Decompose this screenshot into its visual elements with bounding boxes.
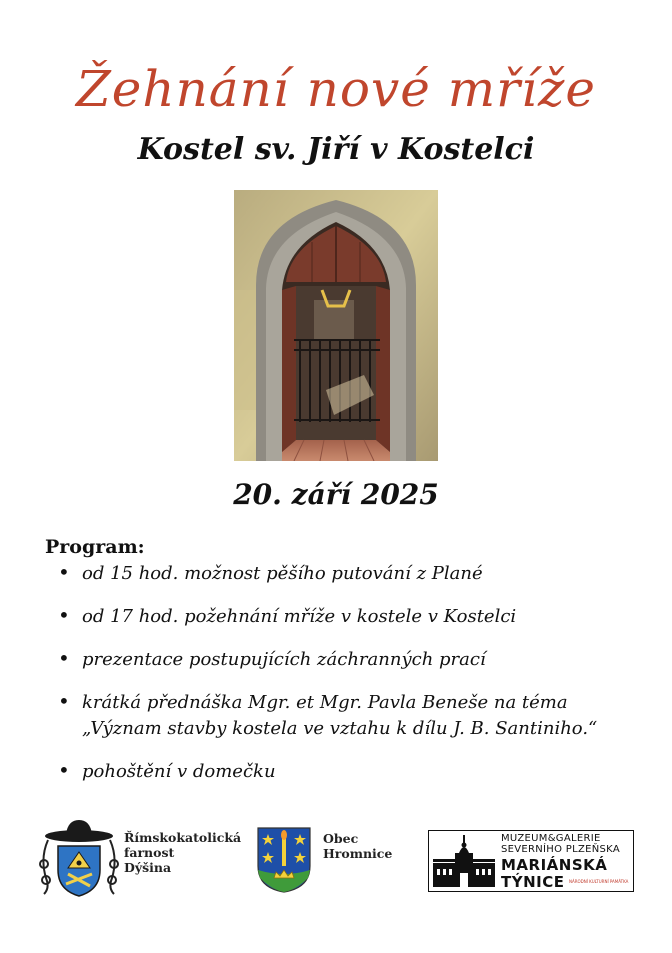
village-coat-of-arms-icon	[256, 826, 312, 894]
village-name	[323, 831, 392, 861]
museum-heritage-label: NÁRODNÍ KULTURNÍ PAMÁTKA	[569, 879, 629, 884]
program-item-lecture	[56, 690, 597, 742]
museum-logo	[428, 830, 634, 892]
parish-name	[124, 830, 241, 875]
museum-name-line4: TÝNICE	[501, 873, 565, 891]
parish-coat-of-arms-icon	[38, 818, 120, 898]
program-item: • pohoštění v domečku	[56, 759, 597, 785]
parish-name-line3: Dýšina	[124, 860, 172, 875]
program-item: • od 17 hod. požehnání mříže v kostele v Kostelci	[56, 604, 597, 630]
event-subtitle: Kostel sv. Jiří v Kostelci	[137, 132, 535, 167]
church-door-photo	[234, 190, 438, 461]
program-item-lecture-line2: „Význam stavby kostela ve vztahu k dílu J. B. Santiniho.“	[82, 718, 598, 739]
village-name-line2: Hromnice	[323, 846, 393, 861]
program-list	[56, 561, 597, 802]
program-item: • prezentace postupujících záchranných prací	[56, 647, 597, 673]
event-date: 20. září 2025	[233, 478, 439, 511]
museum-building-icon	[431, 833, 497, 889]
museum-name-line3: MARIÁNSKÁ	[501, 856, 608, 874]
village-name-line1: Obec	[323, 831, 359, 846]
program-label: Program:	[45, 536, 145, 558]
museum-name-line2: SEVERNÍHO PLZEŇSKA	[501, 844, 620, 855]
event-title: Žehnání nové mříže	[76, 60, 596, 118]
museum-name-line1: MUZEUM&GALERIE	[501, 833, 601, 844]
program-item-lecture-line1: • krátká přednáška Mgr. et Mgr. Pavla Beneše na téma	[82, 692, 568, 713]
parish-name-line1: Římskokatolická	[124, 830, 242, 845]
parish-name-line2: farnost	[124, 845, 175, 860]
program-item: • od 15 hod. možnost pěšího putování z Plané	[56, 561, 597, 587]
